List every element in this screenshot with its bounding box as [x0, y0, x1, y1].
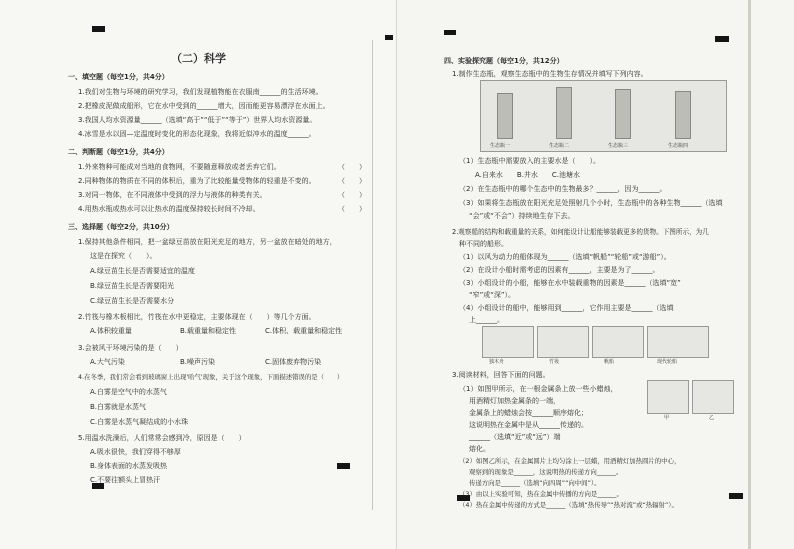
figure-caption: 现代轮船 — [657, 359, 678, 365]
question-text: 这是在探究（ ）。 — [90, 252, 157, 260]
option: C.白雾是水蒸气凝结成的小水珠 — [90, 418, 189, 426]
figure-caption: 生态瓶三 — [608, 143, 629, 149]
answer-bracket: （ ） — [338, 191, 366, 199]
option: A.自来水 B.井水 C.池塘水 — [475, 171, 581, 179]
option: A.绿豆苗生长是否需要适宜的温度 — [90, 267, 195, 275]
section-heading: 四、实验探究题（每空1分，共12分） — [444, 57, 564, 65]
option: B.绿豆苗生长是否需要阳光 — [90, 282, 175, 290]
figure-caption: 竹筏 — [549, 359, 560, 365]
jar-image — [615, 89, 631, 139]
question-text: 4.在冬季，我们常会看到玻璃窗上出现'哈气'现象，关于这个现象，下面描述错误的是（ ） — [78, 373, 344, 381]
experiment-image — [647, 380, 689, 414]
question-text: （1）如图甲所示，在一根金属条上放一些小蜡烛， — [459, 385, 618, 393]
figure-caption: 乙 — [709, 415, 715, 421]
question-text: 3.会被风干环境污染的是（ ） — [78, 344, 183, 352]
figure-caption: 生态瓶二 — [549, 143, 570, 149]
figure-caption: 甲 — [664, 415, 670, 421]
question-text: （1）生态瓶中需要放入的主要水是（ ）。 — [459, 157, 600, 165]
experiment-image — [692, 380, 734, 414]
option: C.体积、载重量和稳定性 — [265, 327, 343, 335]
question-text: 5.用温水洗澡后，人们常常会感到冷，原因是（ ） — [78, 434, 246, 442]
boat-image — [647, 326, 709, 358]
question-text: 4.冰雪是水以固—定温度时变化的形态化现象，我将近似冲水的温度______。 — [78, 130, 316, 138]
question-text: （4）小组设计的船中，能够用到______，它作用主要是______（选填 — [459, 304, 674, 312]
question-text: 3.对同一物体，在不同液体中受到的浮力与液体的种类有关。 — [78, 191, 267, 199]
question-text: （3）小组设计的小船，能够在水中装载重物的因素是______（选填“宽” — [459, 279, 681, 287]
boat-image — [592, 326, 644, 358]
question-text: （4）热在金属中传递的方式是______（选填“热传导”“热对流”或“热辐射”）。 — [459, 501, 678, 509]
answer-bracket: （ ） — [338, 205, 366, 213]
option: C.固体废弃物污染 — [265, 358, 322, 366]
jar-image — [556, 87, 572, 139]
figure-caption: 帆船 — [604, 359, 615, 365]
boat-image — [482, 326, 534, 358]
option: A.吸水很快，我们穿得不够厚 — [90, 448, 181, 456]
page-edge — [748, 0, 751, 549]
question-text: 种不同的船形。 — [459, 240, 508, 248]
option: C.绿豆苗生长是否需要水分 — [90, 297, 175, 305]
section-heading: 三、选择题（每空2分，共10分） — [68, 223, 174, 231]
question-text: 3.阅读材料，回答下面的问题。 — [452, 371, 550, 379]
question-text: 3.我国人均水资源量______（选填“高于”“低于”“等于”）世界人均水资源量。 — [78, 116, 317, 124]
question-text: 这说明热在金属中是从______传递的。 — [469, 421, 588, 429]
question-text: （1）以风为动力的船体现为______（选填“帆船”“轮船”或“游船”）。 — [459, 253, 671, 261]
question-text: 1.制作生态瓶，观察生态瓶中的生物生存情况并填写下列内容。 — [452, 70, 648, 78]
right-page — [397, 0, 794, 549]
registration-mark — [385, 35, 393, 40]
figure-caption: 生态瓶四 — [668, 143, 689, 149]
ecosystem-jars-figure — [480, 80, 727, 152]
margin-line — [372, 40, 373, 510]
registration-mark — [729, 493, 743, 499]
question-text: （2）如图乙所示，在金属圆片上均匀涂上一层蜡，用酒精灯加热圆片的中心， — [459, 457, 681, 465]
question-text: 金属条上的蜡烛会按______顺序熔化； — [469, 409, 588, 417]
question-text: 传递方向是______（选填“向四周”“向中间”）。 — [469, 479, 601, 487]
jar-image — [675, 91, 691, 139]
answer-bracket: （ ） — [338, 163, 366, 171]
option: C.不要往额头上冒热汗 — [90, 476, 161, 484]
registration-mark — [337, 463, 350, 469]
question-text: （3）由以上实验可知，热在金属中传播的方向是______。 — [459, 490, 623, 498]
registration-mark — [444, 30, 456, 35]
option: B.身体表面的水蒸发吸热 — [90, 462, 168, 470]
question-text: 熔化。 — [469, 445, 490, 453]
question-text: 2.竹筏与橡木板相比，竹筏在水中更稳定，主要体现在（ ）等几个方面。 — [78, 313, 316, 321]
option: A.白雾是空气中的水蒸气 — [90, 388, 167, 396]
question-text: 4.用热水瓶或热水可以让热水的温度保持较长时间不冷却。 — [78, 205, 260, 213]
figure-caption: 生态瓶一 — [490, 143, 511, 149]
registration-mark — [715, 36, 729, 42]
option: A.体积较重量 — [90, 327, 132, 335]
question-text: 上______。 — [469, 316, 504, 324]
figure-caption: 独木舟 — [489, 359, 505, 365]
question-text: 观察到的现象是______，这说明热的传递方向______。 — [469, 468, 623, 476]
option: B.噪声污染 — [180, 358, 216, 366]
question-text: 1.我们对生物与环境的研究学习，我们发现植物能在衣服南______的生活环境。 — [78, 88, 323, 96]
question-text: （2）在设计小船时需考虑的因素有______，主要是为了______。 — [459, 266, 660, 274]
page-title: （二）科学 — [171, 52, 226, 65]
question-text: 1.外来物种可能成对当地的食物网，不要随意释放或者丢弃它们。 — [78, 163, 281, 171]
option: A.大气污染 — [90, 358, 125, 366]
section-heading: 一、填空题（每空1分，共4分） — [68, 73, 169, 81]
option: B.载重量和稳定性 — [180, 327, 237, 335]
question-text: 1.保持其他条件相同，把一盆绿豆苗放在阳光充足的地方，另一盆放在暗处的地方， — [78, 238, 337, 246]
question-text: 2.把橡皮泥做成船形，它在水中受到的______增大，因而能更容易漂浮在水面上。 — [78, 102, 330, 110]
question-text: （3）如果将生态瓶放在阳光充足处照射几个小时，生态瓶中的各种生物______（选填 — [459, 199, 723, 207]
question-text: ______（选填“近”或“远”）端 — [469, 433, 561, 441]
answer-bracket: （ ） — [338, 177, 366, 185]
registration-mark — [92, 26, 105, 32]
section-heading: 二、判断题（每空1分，共4分） — [68, 148, 169, 156]
jar-image — [497, 93, 513, 139]
question-text: “会”或“不会”）持续地生存下去。 — [469, 212, 575, 220]
question-text: （2）在生态瓶中的哪个生态中的生物最多？______，因为______。 — [459, 185, 667, 193]
boat-image — [537, 326, 589, 358]
question-text: “窄”或“深”）。 — [469, 291, 516, 299]
question-text: 用酒精灯加热金属条的一端， — [469, 397, 560, 405]
question-text: 2.观察船的结构和载重量的关系，如何能设计让船能够装载更多的货物。下图所示，为几 — [452, 228, 709, 236]
question-text: 2.同种物体的物质在不同的体积后，重为了比较能量受物体的轻重是不变的。 — [78, 177, 316, 185]
option: B.白雾就是水蒸气 — [90, 403, 147, 411]
